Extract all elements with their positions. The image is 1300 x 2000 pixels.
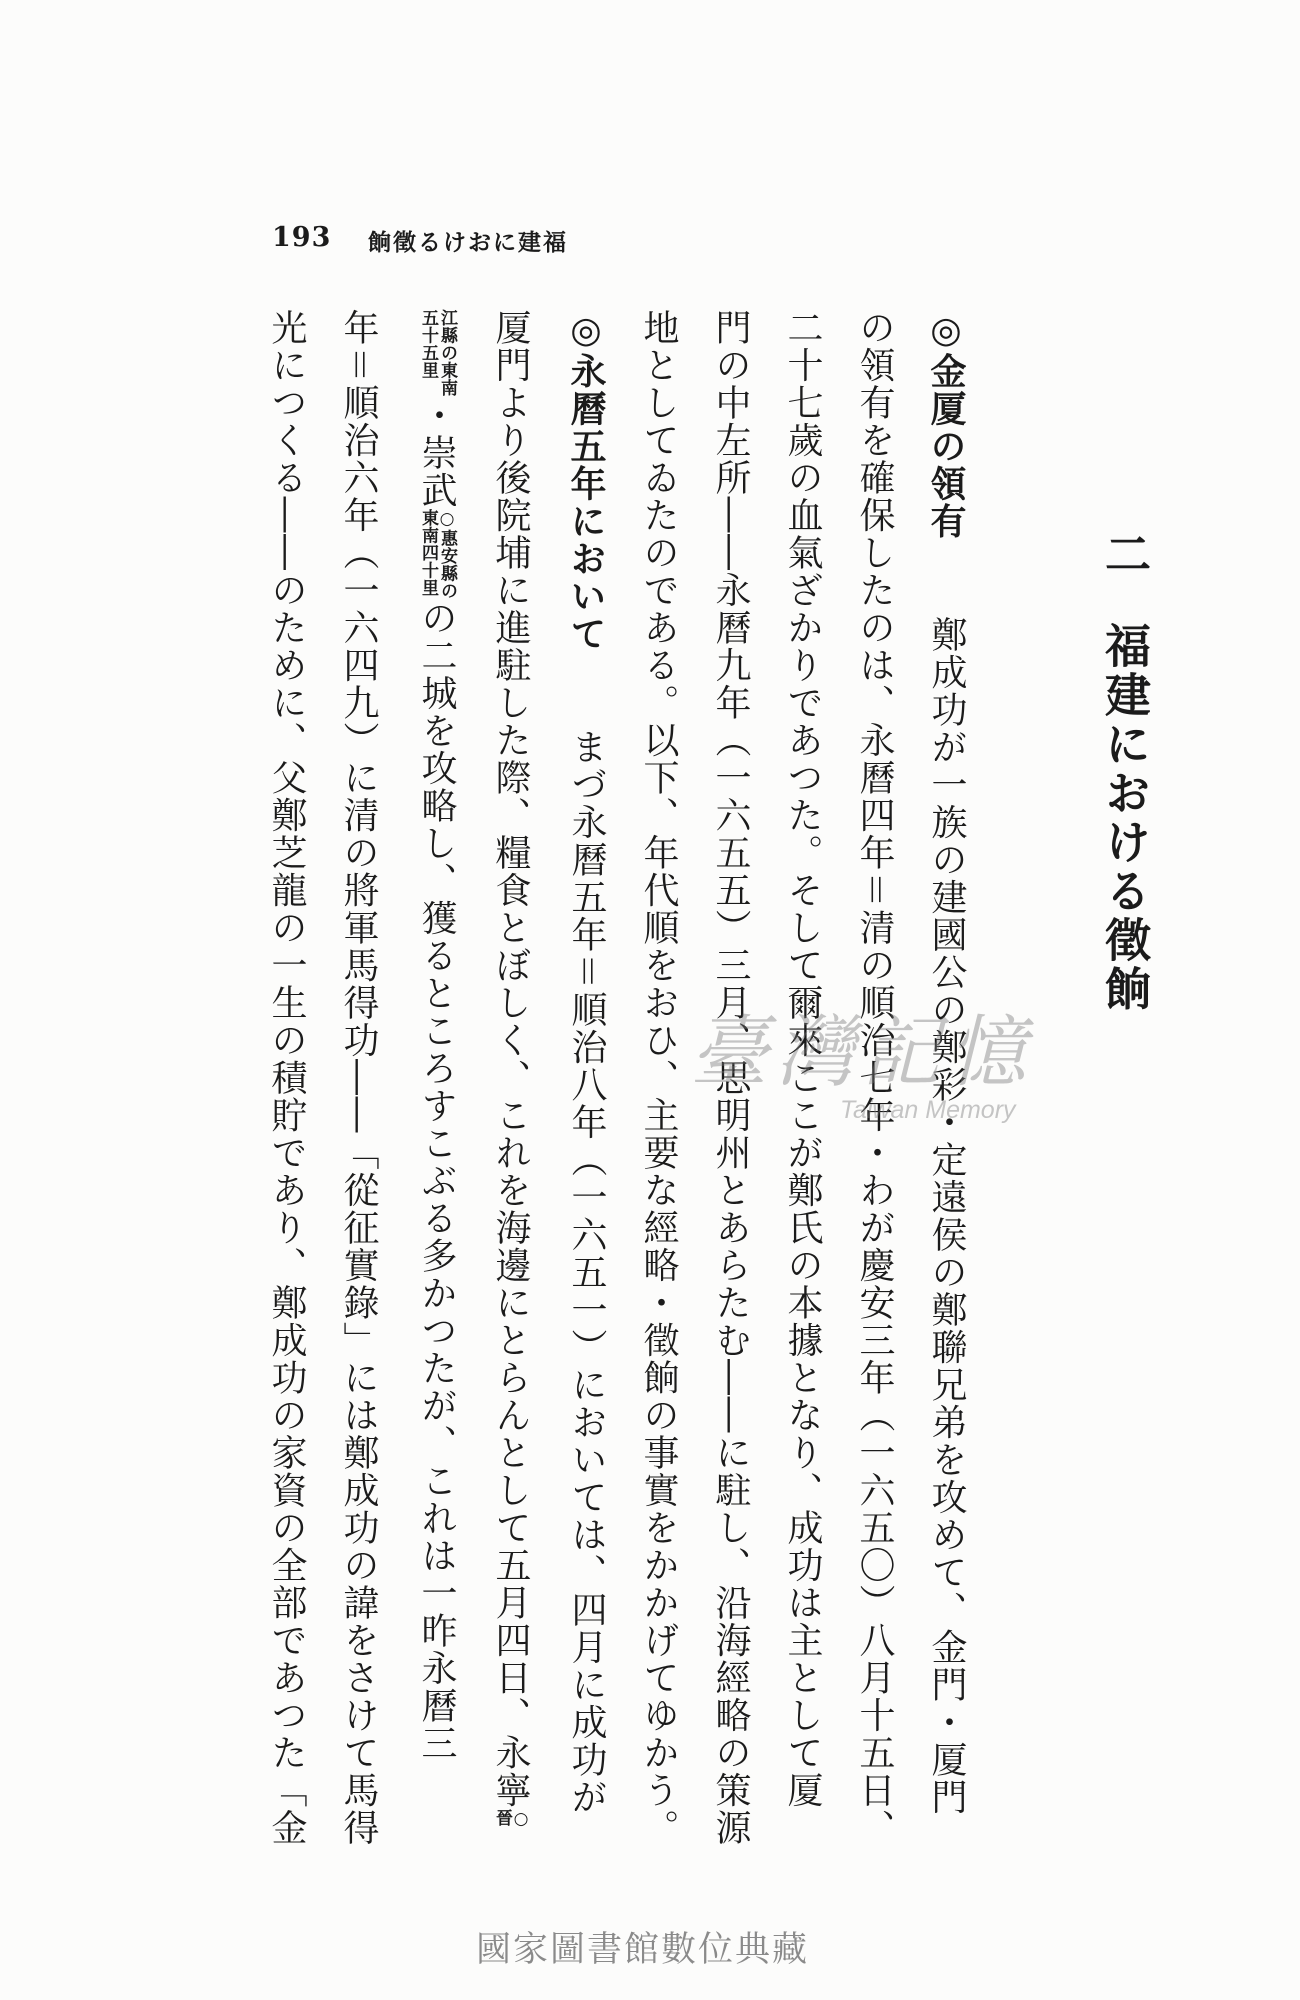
text-column-9: 年＝順治六年（一六四九）に清の將軍馬得功――「從征實錄」には鄭成功の諱をさけて馬得 [338, 309, 379, 1847]
inline-annotation [492, 1809, 530, 1830]
annotation-line: ○ [511, 1809, 531, 1830]
text-column-4: 門の中左所――永曆九年（一六五五）三月、思明州とあらたむ――に駐し、沿海經略の策源 [710, 309, 751, 1847]
text-column-10: 光につくる――のために、父鄭芝龍の一生の積貯であり、鄭成功の家資の全部であつた「金 [266, 309, 307, 1847]
inline-annotation [418, 309, 456, 397]
watermark-logo-subtext: Taiwan Memory [840, 1096, 1016, 1124]
annotation-line: 東南四十里 [418, 509, 438, 597]
text-column-7 [490, 309, 530, 1830]
chapter-number: 二 [1098, 530, 1152, 576]
column-text: まづ永曆五年＝順治八年（一六五一）においては、四月に成功が [566, 728, 607, 1816]
text-column-8 [416, 309, 456, 1762]
text-column-1 [926, 309, 966, 1816]
column-text: の二城を攻略し、獲るところすこぶる多かつたが、これは一昨永曆三 [416, 599, 457, 1762]
watermark-logo-text: 臺灣記憶 [690, 1008, 1035, 1098]
annotation-line: 五十五里 [418, 309, 438, 379]
annotation-line: ○惠安縣の [437, 509, 457, 600]
text-column-6 [566, 309, 606, 1816]
text-column-3: 二十七歲の血氣ざかりであつた。そして爾來ここが鄭氏の本據となり、成功は主として厦 [782, 309, 823, 1809]
inline-annotation [418, 509, 456, 600]
column-text: 厦門より後院埔に進駐した際、糧食とぼしく、これを海邊にとらんとして五月四日、永寧 [490, 309, 531, 1809]
chapter-title: 福建における徵餉 [1098, 622, 1152, 1014]
annotation-line: 江縣の東南 [437, 309, 457, 397]
running-header: 福建における徵餉 [368, 229, 568, 256]
text-column-5: 地としてゐたのである。以下、年代順をおひ、主要な經略・徵餉の事實をかかげてゆかう。 [638, 309, 679, 1847]
section-heading-kinmen: ◎金厦の領有 [925, 309, 967, 540]
column-text: 鄭成功が一族の建國公の鄭彩・定遠侯の鄭聯兄弟を攻めて、金門・厦門 [926, 615, 967, 1816]
page-number: 193 [272, 222, 332, 253]
annotation-line: 晉 [492, 1809, 512, 1827]
section-heading-yongli-5: ◎永曆五年において [565, 309, 607, 653]
column-text: ・崇武 [416, 396, 457, 509]
text-column-2: の領有を確保したのは、永曆四年＝清の順治七年・わが慶安三年（一六五〇）八月十五日、 [854, 309, 895, 1847]
archive-footer: 國家圖書館數位典藏 [476, 1930, 810, 1970]
